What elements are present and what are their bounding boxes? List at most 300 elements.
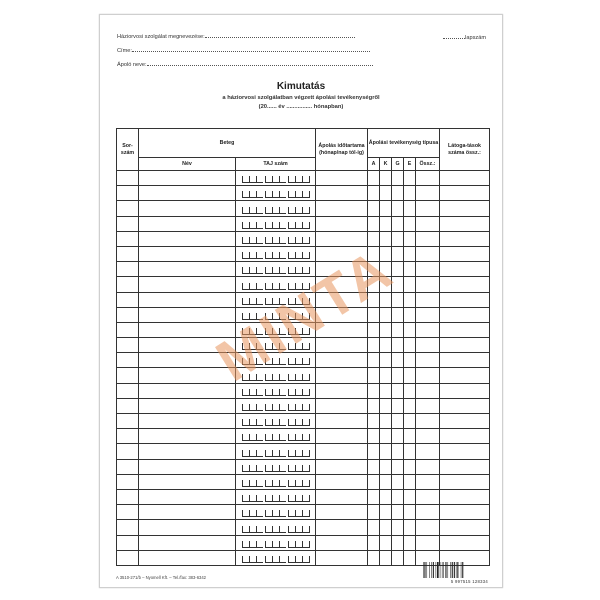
table-cell[interactable] — [416, 322, 440, 337]
table-cell[interactable] — [139, 429, 236, 444]
taj-cell[interactable] — [236, 186, 316, 201]
table-cell[interactable] — [117, 201, 139, 216]
table-cell[interactable] — [380, 535, 392, 550]
table-cell[interactable] — [392, 398, 404, 413]
table-cell[interactable] — [117, 535, 139, 550]
taj-cell[interactable] — [236, 322, 316, 337]
table-cell[interactable] — [368, 383, 380, 398]
table-cell[interactable] — [316, 277, 368, 292]
table-cell[interactable] — [117, 474, 139, 489]
table-cell[interactable] — [440, 171, 490, 186]
table-cell[interactable] — [368, 429, 380, 444]
table-cell[interactable] — [404, 489, 416, 504]
table-cell[interactable] — [139, 201, 236, 216]
taj-digit-boxes[interactable] — [236, 384, 315, 398]
table-cell[interactable] — [316, 550, 368, 565]
table-cell[interactable] — [440, 474, 490, 489]
table-cell[interactable] — [139, 414, 236, 429]
table-cell[interactable] — [440, 292, 490, 307]
table-cell[interactable] — [368, 550, 380, 565]
table-cell[interactable] — [440, 216, 490, 231]
taj-digit-boxes[interactable] — [236, 475, 315, 489]
table-cell[interactable] — [416, 186, 440, 201]
table-cell[interactable] — [380, 459, 392, 474]
table-cell[interactable] — [316, 505, 368, 520]
table-cell[interactable] — [117, 489, 139, 504]
table-cell[interactable] — [368, 338, 380, 353]
table-cell[interactable] — [380, 550, 392, 565]
table-cell[interactable] — [368, 520, 380, 535]
subtitle-line1: a háziorvosi szolgálatban végzett ápolási tevékenységről — [222, 95, 380, 101]
table-cell[interactable] — [392, 459, 404, 474]
table-cell[interactable] — [117, 322, 139, 337]
table-cell[interactable] — [117, 338, 139, 353]
table-cell[interactable] — [440, 398, 490, 413]
table-cell[interactable] — [117, 246, 139, 261]
table-cell[interactable] — [368, 292, 380, 307]
table-cell[interactable] — [404, 262, 416, 277]
table-cell[interactable] — [392, 171, 404, 186]
taj-cell[interactable] — [236, 353, 316, 368]
table-cell[interactable] — [392, 262, 404, 277]
table-cell[interactable] — [139, 520, 236, 535]
table-cell[interactable] — [139, 459, 236, 474]
taj-cell[interactable] — [236, 231, 316, 246]
table-cell[interactable] — [416, 307, 440, 322]
table-cell[interactable] — [404, 171, 416, 186]
table-cell[interactable] — [117, 262, 139, 277]
table-cell[interactable] — [392, 368, 404, 383]
table-cell[interactable] — [416, 292, 440, 307]
table-cell[interactable] — [416, 459, 440, 474]
table-cell[interactable] — [316, 322, 368, 337]
table-cell[interactable] — [316, 535, 368, 550]
page-number-field[interactable] — [443, 33, 486, 41]
table-cell[interactable] — [117, 505, 139, 520]
table-cell[interactable] — [117, 353, 139, 368]
table-cell[interactable] — [404, 216, 416, 231]
table-cell[interactable] — [404, 186, 416, 201]
taj-cell[interactable] — [236, 429, 316, 444]
taj-digit-boxes[interactable] — [236, 353, 315, 367]
table-cell[interactable] — [139, 398, 236, 413]
nurse-name-field[interactable] — [117, 60, 373, 68]
taj-digit-boxes[interactable] — [236, 277, 315, 291]
table-cell[interactable] — [117, 550, 139, 565]
taj-digit-boxes[interactable] — [236, 520, 315, 534]
table-cell[interactable] — [392, 383, 404, 398]
table-cell[interactable] — [392, 505, 404, 520]
table-cell[interactable] — [440, 277, 490, 292]
table-cell[interactable] — [404, 414, 416, 429]
table-cell[interactable] — [380, 277, 392, 292]
table-cell[interactable] — [392, 186, 404, 201]
table-cell[interactable] — [416, 474, 440, 489]
table-cell[interactable] — [368, 368, 380, 383]
table-cell[interactable] — [316, 338, 368, 353]
table-cell[interactable] — [368, 171, 380, 186]
col-act-g-header: G — [392, 158, 404, 171]
table-cell[interactable] — [117, 459, 139, 474]
table-cell[interactable] — [368, 307, 380, 322]
taj-cell[interactable] — [236, 398, 316, 413]
table-cell[interactable] — [440, 307, 490, 322]
table-cell[interactable] — [416, 231, 440, 246]
table-cell[interactable] — [404, 231, 416, 246]
taj-digit-boxes[interactable] — [236, 490, 315, 504]
table-row — [117, 474, 490, 489]
table-cell[interactable] — [440, 505, 490, 520]
table-cell[interactable] — [139, 338, 236, 353]
table-cell[interactable] — [368, 444, 380, 459]
table-cell[interactable] — [380, 231, 392, 246]
table-cell[interactable] — [368, 353, 380, 368]
taj-digit-boxes[interactable] — [236, 217, 315, 231]
taj-digit-boxes[interactable] — [236, 551, 315, 565]
table-cell[interactable] — [404, 277, 416, 292]
barcode-bar — [433, 562, 434, 578]
taj-digit-boxes[interactable] — [236, 460, 315, 474]
table-cell[interactable] — [440, 322, 490, 337]
table-cell[interactable] — [404, 550, 416, 565]
table-cell[interactable] — [368, 505, 380, 520]
taj-digit-boxes[interactable] — [236, 536, 315, 550]
table-cell[interactable] — [392, 474, 404, 489]
taj-digit-boxes[interactable] — [236, 399, 315, 413]
table-cell[interactable] — [404, 383, 416, 398]
barcode-bar — [445, 562, 446, 578]
table-cell[interactable] — [316, 171, 368, 186]
table-cell[interactable] — [139, 444, 236, 459]
table-cell[interactable] — [380, 216, 392, 231]
table-cell[interactable] — [139, 262, 236, 277]
taj-cell[interactable] — [236, 338, 316, 353]
table-cell[interactable] — [117, 292, 139, 307]
taj-cell[interactable] — [236, 307, 316, 322]
table-row — [117, 307, 490, 322]
table-cell[interactable] — [416, 383, 440, 398]
table-cell[interactable] — [392, 307, 404, 322]
table-cell[interactable] — [380, 474, 392, 489]
table-cell[interactable] — [404, 444, 416, 459]
table-cell[interactable] — [380, 414, 392, 429]
table-cell[interactable] — [117, 383, 139, 398]
table-cell[interactable] — [416, 398, 440, 413]
table-cell[interactable] — [380, 186, 392, 201]
table-cell[interactable] — [404, 535, 416, 550]
table-cell[interactable] — [380, 322, 392, 337]
table-cell[interactable] — [139, 216, 236, 231]
table-cell[interactable] — [117, 186, 139, 201]
taj-digit-boxes[interactable] — [236, 293, 315, 307]
table-cell[interactable] — [392, 520, 404, 535]
table-cell[interactable] — [117, 216, 139, 231]
table-cell[interactable] — [316, 307, 368, 322]
table-cell[interactable] — [440, 535, 490, 550]
table-cell[interactable] — [380, 307, 392, 322]
table-cell[interactable] — [380, 368, 392, 383]
table-cell[interactable] — [440, 489, 490, 504]
table-cell[interactable] — [404, 307, 416, 322]
table-cell[interactable] — [440, 231, 490, 246]
table-cell[interactable] — [316, 383, 368, 398]
table-cell[interactable] — [380, 353, 392, 368]
table-cell[interactable] — [139, 186, 236, 201]
table-cell[interactable] — [416, 338, 440, 353]
table-cell[interactable] — [392, 246, 404, 261]
table-cell[interactable] — [368, 489, 380, 504]
table-cell[interactable] — [139, 505, 236, 520]
taj-cell[interactable] — [236, 368, 316, 383]
table-cell[interactable] — [117, 307, 139, 322]
table-cell[interactable] — [368, 398, 380, 413]
table-cell[interactable] — [392, 292, 404, 307]
taj-digit-boxes[interactable] — [236, 414, 315, 428]
table-cell[interactable] — [416, 262, 440, 277]
taj-cell[interactable] — [236, 383, 316, 398]
table-cell[interactable] — [117, 171, 139, 186]
table-cell[interactable] — [404, 201, 416, 216]
table-cell[interactable] — [440, 338, 490, 353]
table-cell[interactable] — [139, 474, 236, 489]
table-cell[interactable] — [316, 520, 368, 535]
table-cell[interactable] — [404, 520, 416, 535]
taj-digit-boxes[interactable] — [236, 171, 315, 185]
table-cell[interactable] — [117, 277, 139, 292]
table-cell[interactable] — [416, 429, 440, 444]
table-cell[interactable] — [404, 322, 416, 337]
table-cell[interactable] — [139, 322, 236, 337]
table-cell[interactable] — [380, 444, 392, 459]
taj-cell[interactable] — [236, 414, 316, 429]
table-cell[interactable] — [392, 338, 404, 353]
taj-digit-boxes[interactable] — [236, 444, 315, 458]
table-cell[interactable] — [117, 368, 139, 383]
table-cell[interactable] — [139, 292, 236, 307]
table-cell[interactable] — [404, 368, 416, 383]
table-cell[interactable] — [404, 474, 416, 489]
table-cell[interactable] — [440, 201, 490, 216]
table-cell[interactable] — [139, 550, 236, 565]
taj-cell[interactable] — [236, 277, 316, 292]
taj-digit-boxes[interactable] — [236, 201, 315, 215]
table-cell[interactable] — [404, 505, 416, 520]
table-cell[interactable] — [117, 429, 139, 444]
table-cell[interactable] — [380, 489, 392, 504]
table-cell[interactable] — [440, 444, 490, 459]
table-cell[interactable] — [368, 186, 380, 201]
table-cell[interactable] — [316, 246, 368, 261]
barcode-bar — [442, 562, 443, 578]
taj-cell[interactable] — [236, 535, 316, 550]
table-cell[interactable] — [368, 322, 380, 337]
table-cell[interactable] — [380, 201, 392, 216]
table-cell[interactable] — [316, 429, 368, 444]
table-cell[interactable] — [316, 231, 368, 246]
taj-cell[interactable] — [236, 262, 316, 277]
table-cell[interactable] — [117, 398, 139, 413]
table-cell[interactable] — [392, 216, 404, 231]
table-cell[interactable] — [392, 353, 404, 368]
table-cell[interactable] — [117, 231, 139, 246]
table-cell[interactable] — [416, 171, 440, 186]
table-cell[interactable] — [316, 201, 368, 216]
taj-digit-boxes[interactable] — [236, 247, 315, 261]
table-cell[interactable] — [139, 277, 236, 292]
taj-cell[interactable] — [236, 246, 316, 261]
table-cell[interactable] — [440, 429, 490, 444]
table-cell[interactable] — [368, 216, 380, 231]
table-cell[interactable] — [404, 292, 416, 307]
table-cell[interactable] — [368, 246, 380, 261]
table-cell[interactable] — [380, 246, 392, 261]
taj-cell[interactable] — [236, 444, 316, 459]
page-number-label: lapszám — [465, 35, 486, 41]
table-cell[interactable] — [440, 246, 490, 261]
table-cell[interactable] — [316, 444, 368, 459]
table-cell[interactable] — [416, 246, 440, 261]
taj-digit-boxes[interactable] — [236, 186, 315, 200]
barcode-bar — [427, 562, 428, 578]
taj-digit-boxes[interactable] — [236, 368, 315, 382]
taj-cell[interactable] — [236, 474, 316, 489]
table-cell[interactable] — [117, 520, 139, 535]
table-cell[interactable] — [392, 322, 404, 337]
taj-cell[interactable] — [236, 292, 316, 307]
table-cell[interactable] — [316, 186, 368, 201]
table-cell[interactable] — [139, 307, 236, 322]
taj-digit-boxes[interactable] — [236, 323, 315, 337]
table-cell[interactable] — [416, 353, 440, 368]
taj-cell[interactable] — [236, 216, 316, 231]
table-cell[interactable] — [404, 338, 416, 353]
table-cell[interactable] — [392, 277, 404, 292]
table-cell[interactable] — [392, 231, 404, 246]
taj-cell[interactable] — [236, 505, 316, 520]
table-cell[interactable] — [404, 429, 416, 444]
table-cell[interactable] — [440, 368, 490, 383]
table-cell[interactable] — [380, 429, 392, 444]
table-cell[interactable] — [139, 383, 236, 398]
table-cell[interactable] — [416, 520, 440, 535]
table-cell[interactable] — [416, 216, 440, 231]
table-cell[interactable] — [416, 444, 440, 459]
table-cell[interactable] — [368, 414, 380, 429]
table-cell[interactable] — [416, 489, 440, 504]
taj-digit-boxes[interactable] — [236, 308, 315, 322]
table-cell[interactable] — [404, 459, 416, 474]
table-cell[interactable] — [368, 231, 380, 246]
service-name-label: Háziorvosi szolgálat megnevezése: — [117, 34, 205, 40]
table-cell[interactable] — [316, 489, 368, 504]
service-name-field[interactable] — [117, 32, 355, 40]
taj-cell[interactable] — [236, 201, 316, 216]
table-cell[interactable] — [368, 535, 380, 550]
table-cell[interactable] — [139, 231, 236, 246]
table-cell[interactable] — [316, 262, 368, 277]
table-cell[interactable] — [392, 550, 404, 565]
table-cell[interactable] — [416, 277, 440, 292]
table-cell[interactable] — [316, 353, 368, 368]
table-cell[interactable] — [392, 414, 404, 429]
table-cell[interactable] — [368, 474, 380, 489]
table-cell[interactable] — [316, 414, 368, 429]
table-cell[interactable] — [380, 398, 392, 413]
table-cell[interactable] — [316, 368, 368, 383]
table-cell[interactable] — [440, 383, 490, 398]
table-cell[interactable] — [380, 292, 392, 307]
table-cell[interactable] — [404, 353, 416, 368]
table-cell[interactable] — [392, 429, 404, 444]
table-cell[interactable] — [380, 505, 392, 520]
table-cell[interactable] — [368, 459, 380, 474]
table-cell[interactable] — [139, 535, 236, 550]
table-cell[interactable] — [139, 368, 236, 383]
table-cell[interactable] — [316, 459, 368, 474]
taj-digit-boxes[interactable] — [236, 232, 315, 246]
table-cell[interactable] — [316, 474, 368, 489]
table-cell[interactable] — [416, 414, 440, 429]
table-cell[interactable] — [440, 353, 490, 368]
table-cell[interactable] — [139, 353, 236, 368]
barcode-bar — [454, 562, 455, 578]
table-cell[interactable] — [117, 414, 139, 429]
table-cell[interactable] — [416, 505, 440, 520]
table-cell[interactable] — [380, 520, 392, 535]
taj-cell[interactable] — [236, 171, 316, 186]
table-cell[interactable] — [440, 262, 490, 277]
table-cell[interactable] — [368, 277, 380, 292]
table-cell[interactable] — [368, 201, 380, 216]
table-cell[interactable] — [139, 246, 236, 261]
table-cell[interactable] — [404, 398, 416, 413]
table-cell[interactable] — [392, 201, 404, 216]
table-cell[interactable] — [380, 262, 392, 277]
table-cell[interactable] — [380, 171, 392, 186]
table-cell[interactable] — [416, 368, 440, 383]
table-cell[interactable] — [380, 383, 392, 398]
table-cell[interactable] — [316, 216, 368, 231]
nurse-name-label: Ápoló neve: — [117, 62, 147, 68]
table-cell[interactable] — [392, 489, 404, 504]
table-cell[interactable] — [440, 520, 490, 535]
table-cell[interactable] — [392, 535, 404, 550]
taj-digit-boxes[interactable] — [236, 429, 315, 443]
address-field[interactable] — [117, 46, 370, 54]
table-cell[interactable] — [440, 414, 490, 429]
table-cell[interactable] — [139, 171, 236, 186]
taj-digit-boxes[interactable] — [236, 338, 315, 352]
taj-digit-boxes[interactable] — [236, 262, 315, 276]
table-cell[interactable] — [440, 186, 490, 201]
table-cell[interactable] — [392, 444, 404, 459]
table-cell[interactable] — [416, 535, 440, 550]
table-cell[interactable] — [404, 246, 416, 261]
taj-cell[interactable] — [236, 550, 316, 565]
table-cell[interactable] — [117, 444, 139, 459]
taj-cell[interactable] — [236, 520, 316, 535]
table-cell[interactable] — [368, 262, 380, 277]
table-cell[interactable] — [416, 201, 440, 216]
table-cell[interactable] — [316, 398, 368, 413]
taj-cell[interactable] — [236, 489, 316, 504]
table-cell[interactable] — [440, 459, 490, 474]
taj-cell[interactable] — [236, 459, 316, 474]
taj-digit-boxes[interactable] — [236, 505, 315, 519]
table-cell[interactable] — [380, 338, 392, 353]
table-cell[interactable] — [139, 489, 236, 504]
table-cell[interactable] — [316, 292, 368, 307]
